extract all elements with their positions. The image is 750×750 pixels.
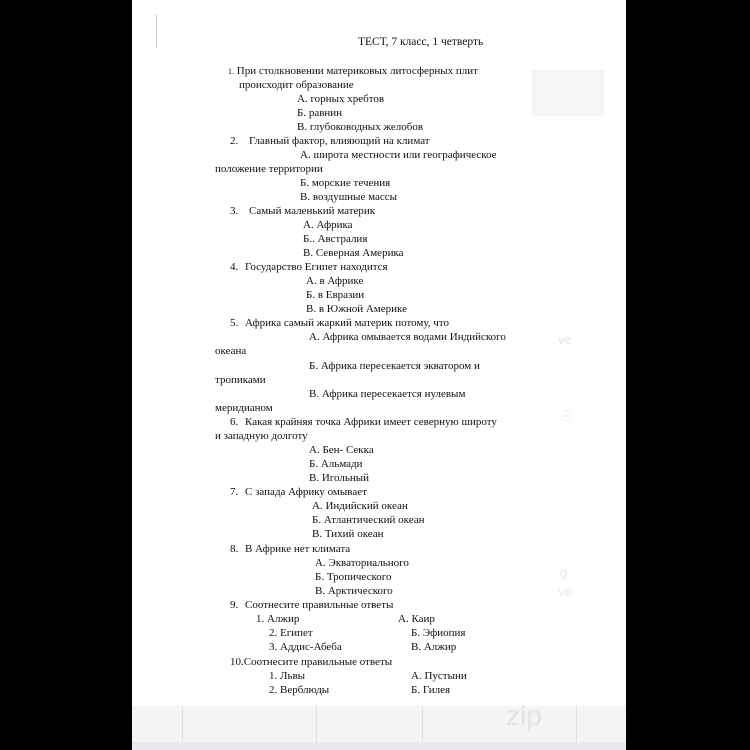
option: А. Индийский океан bbox=[312, 500, 408, 512]
match-left-item: 3. Аддис-Абеба bbox=[269, 641, 342, 653]
option: А. широта местности или географическое bbox=[300, 149, 497, 161]
option: Б. Тропического bbox=[315, 571, 392, 583]
question-1 bbox=[228, 65, 478, 78]
match-left-item: 1. Львы bbox=[269, 670, 306, 682]
scan-artifact-divider bbox=[182, 706, 183, 742]
question-number: 8. bbox=[230, 543, 239, 555]
question-text: Самый маленький материк bbox=[249, 205, 376, 217]
document-page bbox=[132, 0, 626, 750]
match-left-item: 2. Верблюды bbox=[269, 684, 330, 696]
option: В. Африка пересекается нулевым bbox=[309, 388, 466, 400]
option-cont: океана bbox=[215, 345, 247, 357]
option: А. в Африке bbox=[306, 275, 364, 287]
option: В. Тихий океан bbox=[312, 528, 384, 540]
match-right-item: Б. Гилея bbox=[411, 684, 451, 696]
option: Б. Альмади bbox=[309, 458, 363, 470]
option: Б. Африка пересекается экватором и bbox=[309, 360, 480, 372]
option-cont: тропиками bbox=[215, 374, 266, 386]
question-6 bbox=[230, 416, 497, 429]
question-text: При столкновении материковых литосферных плит bbox=[236, 65, 478, 77]
question-8 bbox=[230, 543, 350, 556]
option: А. горных хребтов bbox=[297, 93, 385, 105]
question-number: 7. bbox=[230, 486, 239, 498]
question-9 bbox=[230, 599, 393, 612]
question-number: 2. bbox=[230, 135, 239, 147]
question-number: 6. bbox=[230, 416, 239, 428]
question-7 bbox=[230, 486, 367, 499]
test-title: ТЕСТ, 7 класс, 1 четверть bbox=[358, 36, 484, 48]
scan-artifact-divider bbox=[316, 706, 317, 742]
question-5 bbox=[230, 317, 449, 330]
match-right-item: А. Каир bbox=[398, 613, 435, 625]
question-10 bbox=[230, 656, 392, 669]
scan-artifact-bottom bbox=[132, 742, 626, 750]
question-text: Африка самый жаркий материк потому, что bbox=[245, 317, 449, 329]
option: В. Северная Америка bbox=[303, 247, 404, 259]
option: В. в Южной Америке bbox=[306, 303, 407, 315]
question-text: Соотнесите правильные ответы bbox=[243, 656, 393, 668]
match-right-item: А. Пустыни bbox=[411, 670, 467, 682]
scan-artifact-divider bbox=[576, 706, 577, 742]
option: Б. в Евразии bbox=[306, 289, 365, 301]
option: В. Игольный bbox=[309, 472, 370, 484]
watermark-zip: zip bbox=[506, 700, 542, 731]
question-number: 9. bbox=[230, 599, 239, 611]
question-number: 3. bbox=[230, 205, 239, 217]
option: В. глубоководных желобов bbox=[297, 121, 424, 133]
question-text: С запада Африку омывает bbox=[245, 486, 367, 498]
question-number: 1. bbox=[228, 67, 234, 76]
question-number: 5. bbox=[230, 317, 239, 329]
question-number: 10. bbox=[230, 656, 244, 668]
question-text-cont: происходит образование bbox=[239, 79, 354, 91]
watermark-fragment: g bbox=[560, 565, 568, 580]
option: А. Африка bbox=[303, 219, 353, 231]
scan-artifact-divider bbox=[422, 706, 423, 742]
option-cont: положение территории bbox=[215, 163, 323, 175]
question-text-cont: и западную долготу bbox=[215, 430, 308, 442]
option: А. Экваториального bbox=[315, 557, 409, 569]
question-3 bbox=[230, 205, 375, 218]
option: А. Бен- Секка bbox=[309, 444, 374, 456]
option-cont: меридианом bbox=[215, 402, 273, 414]
match-left-item: 2. Египет bbox=[269, 627, 313, 639]
question-text: Какая крайняя точка Африки имеет северную широту bbox=[245, 416, 497, 428]
question-2 bbox=[230, 135, 430, 148]
question-number: 4. bbox=[230, 261, 239, 273]
match-right-item: Б. Эфиопия bbox=[411, 627, 466, 639]
watermark-fragment: ☉ bbox=[560, 408, 573, 424]
scan-artifact-box bbox=[532, 70, 604, 116]
option: Б. Атлантический океан bbox=[312, 514, 425, 526]
question-text: Главный фактор, влияющий на климат bbox=[249, 135, 430, 147]
option: В. Арктического bbox=[315, 585, 393, 597]
option: В. воздушные массы bbox=[300, 191, 398, 203]
watermark-fragment: ve bbox=[558, 584, 572, 599]
question-text: Соотнесите правильные ответы bbox=[245, 599, 394, 611]
match-right-item: В. Алжир bbox=[411, 641, 457, 653]
option: Б.. Австралия bbox=[303, 233, 368, 245]
question-4 bbox=[230, 261, 388, 274]
option: Б. морские течения bbox=[300, 177, 391, 189]
option: А. Африка омывается водами Индийского bbox=[309, 331, 506, 343]
question-text: В Африке нет климата bbox=[245, 543, 351, 555]
option: Б. равнин bbox=[297, 107, 343, 119]
scan-artifact-line bbox=[156, 14, 157, 48]
scan-artifact-strip bbox=[132, 706, 626, 742]
watermark-fragment: ve bbox=[558, 332, 572, 347]
match-left-item: 1. Алжир bbox=[256, 613, 300, 625]
question-text: Государство Египет находится bbox=[245, 261, 388, 273]
